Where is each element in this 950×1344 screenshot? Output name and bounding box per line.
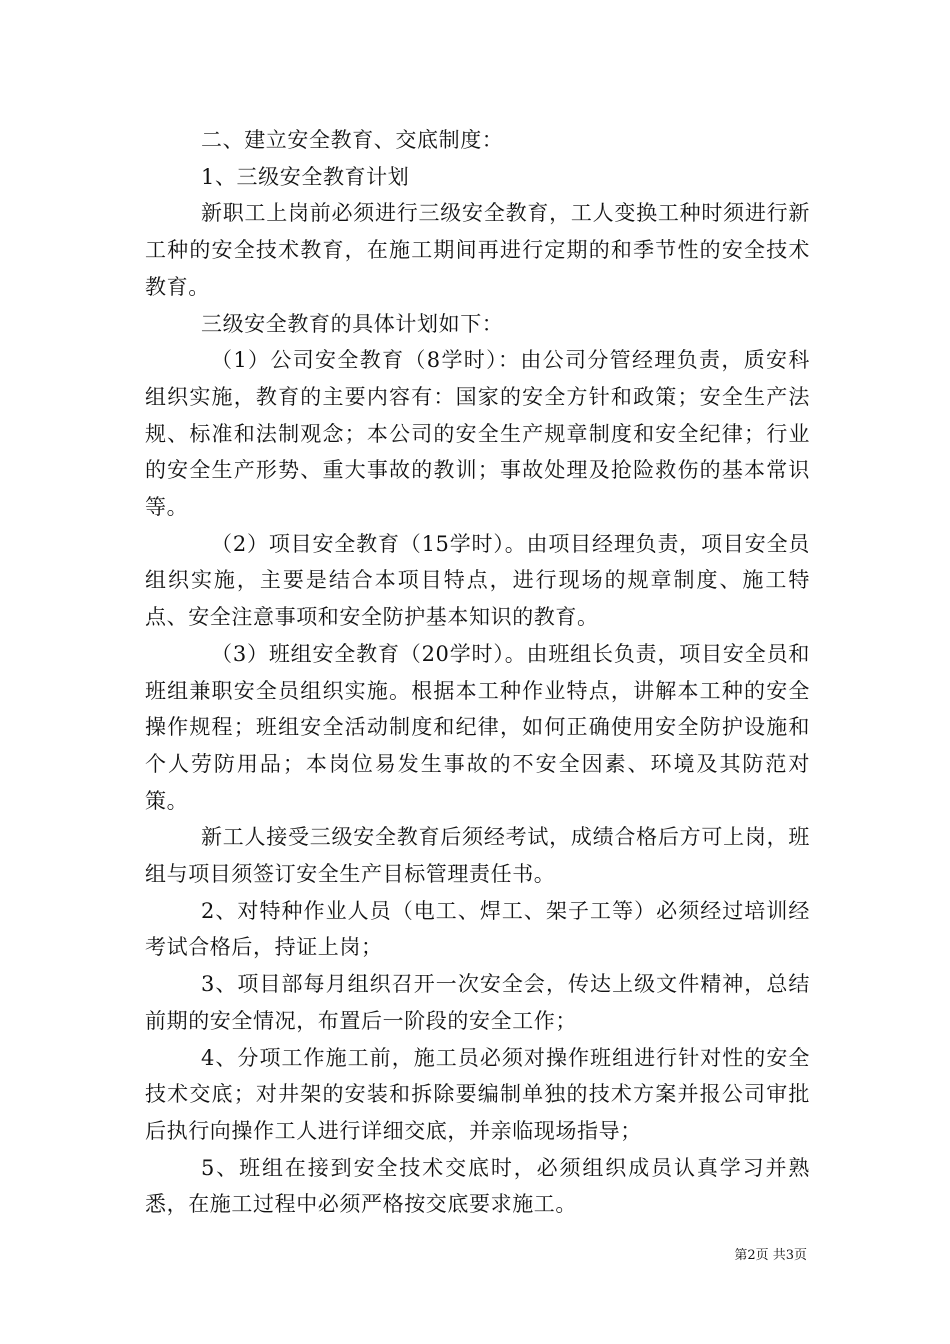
list-item: （3）班组安全教育（20学时）。由班组长负责，项目安全员和班组兼职安全员组织实施。根据本工种作业特点，讲解本工种的安全操作规程；班组安全活动制度和纪律，如何正确使用安全防护设施和个人劳防用品；本岗位易发生事故的不安全因素、环境及其防范对策。: [145, 641, 810, 813]
list-item: 5、班组在接到安全技术交底时，必须组织成员认真学习并熟悉，在施工过程中必须严格按交底要求施工。: [145, 1155, 810, 1217]
section-heading: 二、建立安全教育、交底制度：: [201, 128, 504, 152]
paragraph: 三级安全教育的具体计划如下：: [201, 311, 504, 336]
list-item: 3、项目部每月组织召开一次安全会，传达上级文件精神，总结前期的安全情况，布置后一阶段的安全工作；: [145, 972, 810, 1033]
document-body: [145, 122, 810, 1223]
list-item: （1）公司安全教育（8学时）：由公司分管经理负责，质安科组织实施，教育的主要内容有：国家的安全方针和政策；安全生产法规、标准和法制观念；本公司的安全生产规章制度和安全纪律；行业的安全生产形势、重大事故的教训；事故处理及抢险救伤的基本常识等。: [145, 348, 810, 520]
subsection-heading: 1、三级安全教育计划: [201, 164, 410, 189]
paragraph: 新工人接受三级安全教育后须经考试，成绩合格后方可上岗，班组与项目须签订安全生产目标管理责任书。: [145, 825, 810, 887]
paragraph: 新职工上岗前必须进行三级安全教育，工人变换工种时须进行新工种的安全技术教育，在施工期间再进行定期的和季节性的安全技术教育。: [145, 201, 810, 299]
list-item: 2、对特种作业人员（电工、焊工、架子工等）必须经过培训经考试合格后，持证上岗；: [145, 898, 810, 960]
list-item: （2）项目安全教育（15学时）。由项目经理负责，项目安全员组织实施，主要是结合本项目特点，进行现场的规章制度、施工特点、安全注意事项和安全防护基本知识的教育。: [145, 531, 810, 630]
page-number: 第2页 共3页: [734, 1248, 807, 1263]
list-item: 4、分项工作施工前，施工员必须对操作班组进行针对性的安全技术交底；对井架的安装和拆除要编制单独的技术方案并报公司审批后执行向操作工人进行详细交底，并亲临现场指导；: [145, 1045, 810, 1143]
